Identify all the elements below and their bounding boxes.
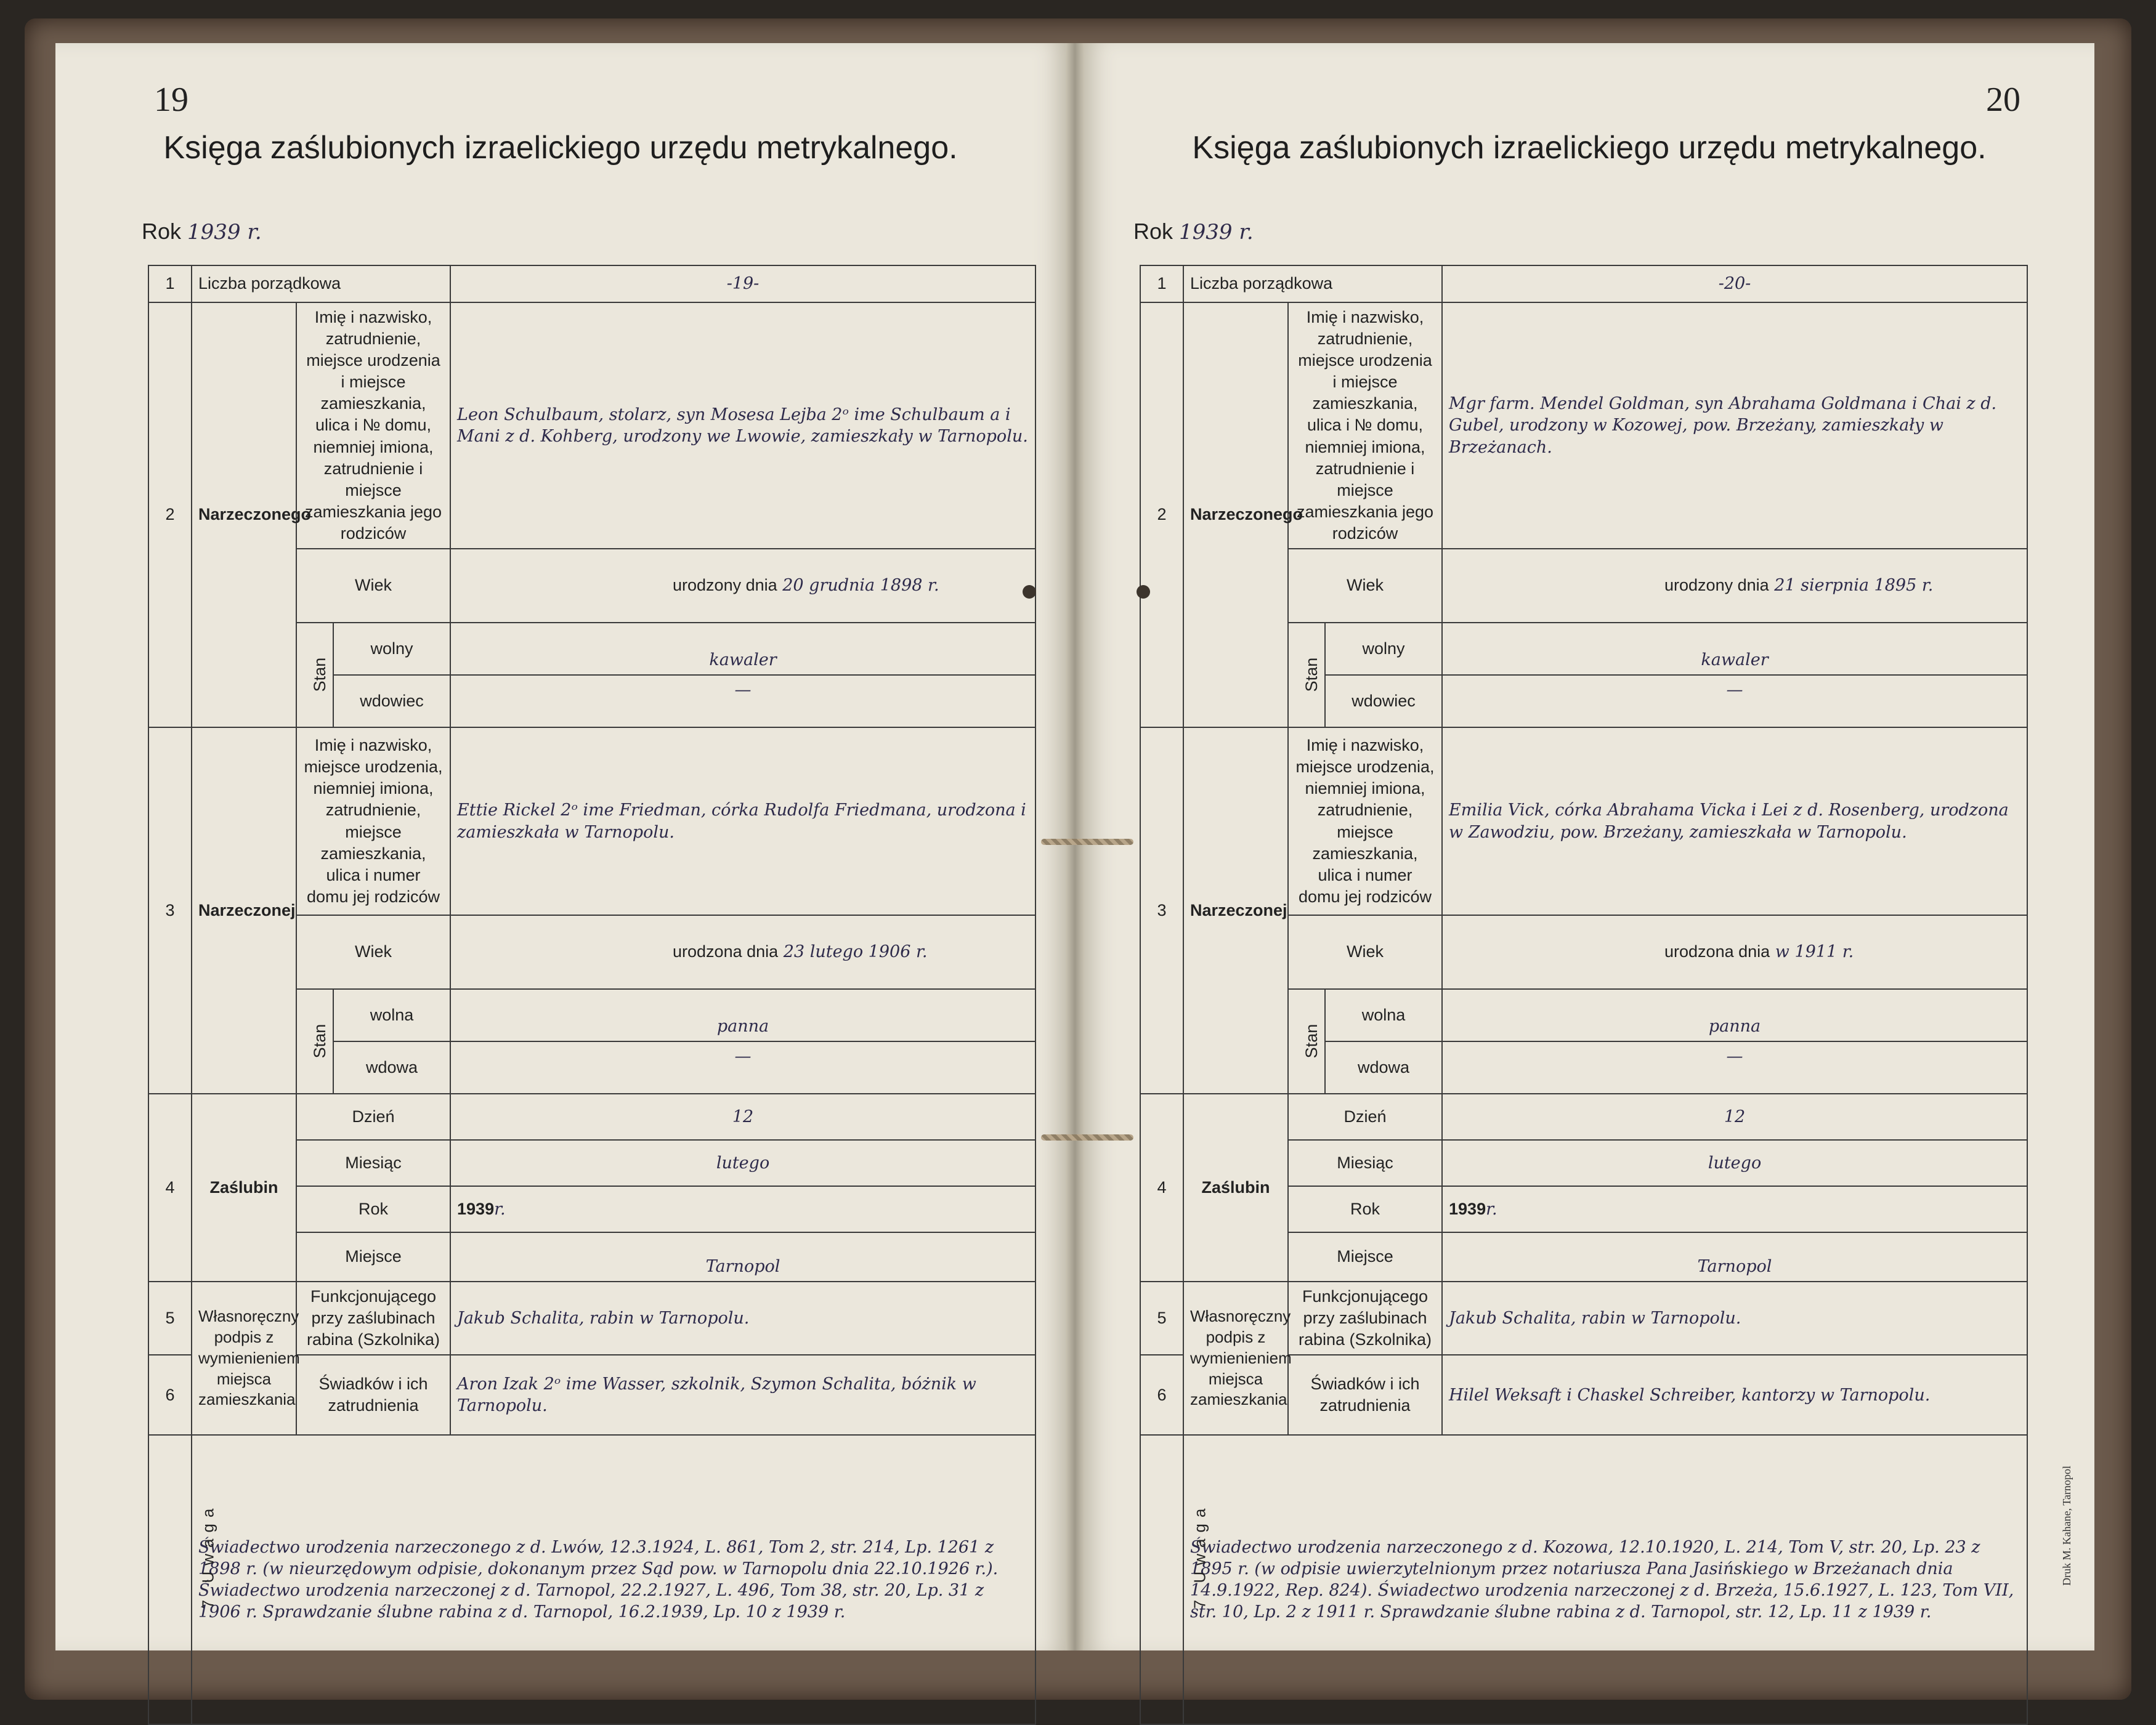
signature-section: Własnoręczny podpis z wymienieniem miejsca zamieszkania [192, 1282, 296, 1435]
stan-label: Stan [310, 658, 330, 692]
row-rabbi [148, 1282, 1035, 1355]
groom-age-prefix: urodzony dnia [1664, 576, 1769, 595]
witness-label: Świadków i ich zatrudnienia [296, 1355, 450, 1435]
wolny-value: kawaler [450, 623, 1035, 675]
groom-age-value: 20 grudnia 1898 r. [782, 576, 939, 596]
row-uwaga [148, 1435, 1035, 1724]
liczba-label: Liczba porządkowa [192, 265, 450, 302]
wdowiec-value: — [1442, 675, 2027, 727]
row-liczba [148, 265, 1035, 302]
bride-section: Narzeczonej [1183, 727, 1288, 1094]
binding-hole [1137, 585, 1150, 599]
row-number: 1 [148, 265, 192, 302]
month-value: lutego [450, 1140, 1035, 1186]
wdowa-label: wdowa [333, 1041, 450, 1094]
groom-age-label: Wiek [296, 549, 450, 623]
year-row-printed: 1939 [1449, 1199, 1486, 1218]
year-row-value: r. [494, 1199, 506, 1219]
right-page [1084, 43, 2094, 1650]
groom-name-value: Leon Schulbaum, stolarz, syn Mosesa Lejba 2ᵒ ime Schulbaum a i Mani z d. Kohberg, urodzony we Lwowie, zamieszkały w Tarnopolu. [450, 302, 1035, 549]
stan-label: Stan [1302, 1024, 1321, 1059]
day-value: 12 [450, 1094, 1035, 1140]
page-title: Księga zaślubionych izraelickiego urzędu metrykalnego. [1192, 130, 1987, 166]
year-row-label: Rok [296, 1186, 450, 1232]
marriage-section: Zaślubin [192, 1094, 296, 1282]
wdowa-value: — [450, 1041, 1035, 1094]
place-value: Tarnopol [1442, 1232, 2027, 1282]
bride-age-label: Wiek [296, 915, 450, 989]
book-gutter [1066, 43, 1084, 1650]
wolny-label: wolny [333, 623, 450, 675]
signature-section: Własnoręczny podpis z wymienieniem miejsca zamieszkania [1183, 1282, 1288, 1435]
row-number: 3 [148, 727, 192, 1094]
groom-age-prefix: urodzony dnia [673, 576, 777, 595]
bride-age-value: 23 lutego 1906 r. [783, 942, 928, 962]
binding-thread [1041, 1134, 1133, 1141]
wolna-value: panna [1442, 989, 2027, 1041]
bride-age-prefix: urodzona dnia [673, 942, 779, 961]
uwaga-value: Świadectwo urodzenia narzeczonego z d. Kozowa, 12.10.1920, L. 214, Tom V, str. 20, Lp. 23 z 1895 r. (w odpisie uwierzytelnionym przez notariusza Pana Jasińskiego w Brzeżanach dnia 14.9.1922, Rep. 824). Świadectwo urodzenia narzeczonej z d. Brzeża, 15.6.1927, L. 123, Tom VII, str. 10, Lp. 2 z 1911 r. Sprawdzanie ślubne rabina z d. Tarnopol, str. 12, Lp. 11 z 1939 r. [1183, 1435, 2027, 1724]
place-label: Miejsce [1288, 1232, 1442, 1282]
wdowa-label: wdowa [1325, 1041, 1442, 1094]
stan-label: Stan [310, 1024, 330, 1059]
groom-name-value: Mgr farm. Mendel Goldman, syn Abrahama Goldmana i Chai z d. Gubel, urodzony w Kozowej, pow. Brzeżany, zamieszkały w Brzeżanach. [1442, 302, 2027, 549]
day-label: Dzień [1288, 1094, 1442, 1140]
row-number: 4 [1140, 1094, 1183, 1282]
row-bride-name [1140, 727, 2027, 915]
bride-name-value: Emilia Vick, córka Abrahama Vicka i Lei z d. Rosenberg, urodzona w Zawodziu, pow. Brzeżany, zamieszkała w Tarnopolu. [1442, 727, 2027, 915]
page-number: 19 [154, 81, 188, 119]
row-number: 3 [1140, 727, 1183, 1094]
year-label: Rok [1133, 219, 1173, 244]
row-number: 2 [1140, 302, 1183, 727]
witness-label: Świadków i ich zatrudnienia [1288, 1355, 1442, 1435]
year-value: 1939 r. [187, 220, 262, 244]
row-rabbi [1140, 1282, 2027, 1355]
row-number: 1 [1140, 265, 1183, 302]
uwaga-label: 7 Uwaga [1190, 1502, 1209, 1609]
rabbi-value: Jakub Schalita, rabin w Tarnopolu. [450, 1282, 1035, 1355]
bride-name-value: Ettie Rickel 2ᵒ ime Friedman, córka Rudolfa Friedmana, urodzona i zamieszkała w Tarnopolu. [450, 727, 1035, 915]
bride-age-value: w 1911 r. [1775, 942, 1854, 962]
bride-name-label: Imię i nazwisko, miejsce urodzenia, niemniej imiona, zatrudnienie, miejsce zamieszkania, ulica i numer domu jej rodziców [296, 727, 450, 915]
wdowiec-label: wdowiec [333, 675, 450, 727]
row-uwaga [1140, 1435, 2027, 1724]
wolna-label: wolna [333, 989, 450, 1041]
groom-section: Narzeczonego [1183, 302, 1288, 727]
place-value: Tarnopol [450, 1232, 1035, 1282]
wolny-value: kawaler [1442, 623, 2027, 675]
printer-imprint: Druk M. Kahane, Tarnopol [2061, 1466, 2073, 1586]
wolna-value: panna [450, 989, 1035, 1041]
month-value: lutego [1442, 1140, 2027, 1186]
row-groom-name [1140, 302, 2027, 549]
liczba-label: Liczba porządkowa [1183, 265, 1442, 302]
register-table [148, 265, 1036, 1725]
row-liczba [1140, 265, 2027, 302]
rabbi-label: Funkcjonującego przy zaślubinach rabina (Szkolnika) [296, 1282, 450, 1355]
page-title: Księga zaślubionych izraelickiego urzędu metrykalnego. [163, 130, 958, 166]
stan-label: Stan [1302, 658, 1321, 692]
bride-age-label: Wiek [1288, 915, 1442, 989]
uwaga-label: 7 Uwaga [198, 1502, 217, 1609]
binding-thread [1041, 839, 1133, 845]
row-number: 5 [1140, 1282, 1183, 1355]
year-row-printed: 1939 [457, 1199, 495, 1218]
row-number: 4 [148, 1094, 192, 1282]
witness-value: Hilel Weksaft i Chaskel Schreiber, kantorzy w Tarnopolu. [1442, 1355, 2027, 1435]
liczba-value: -20- [1442, 265, 2027, 302]
register-table [1140, 265, 2028, 1725]
year-value: 1939 r. [1179, 220, 1254, 244]
groom-section: Narzeczonego [192, 302, 296, 727]
uwaga-value: Świadectwo urodzenia narzeczonego z d. Lwów, 12.3.1924, L. 861, Tom 2, str. 214, Lp. 1261 z 1898 r. (w nieurzędowym odpisie, dokonanym przez Sąd pow. w Tarnopolu dnia 22.10.1926 r.). Świadectwo urodzenia narzeczonej z d. Tarnopol, 22.2.1927, L. 496, Tom 38, str. 20, Lp. 31 z 1906 r. Sprawdzanie ślubne rabina z d. Tarnopol, 16.2.1939, Lp. 10 z 1939 r. [192, 1435, 1035, 1724]
row-day [1140, 1094, 2027, 1140]
left-page [55, 43, 1066, 1650]
row-day [148, 1094, 1035, 1140]
binding-hole [1023, 585, 1036, 599]
wolny-label: wolny [1325, 623, 1442, 675]
year-line [142, 219, 262, 244]
bride-age-prefix: urodzona dnia [1664, 942, 1770, 961]
groom-age-label: Wiek [1288, 549, 1442, 623]
year-label: Rok [142, 219, 182, 244]
row-number: 6 [148, 1355, 192, 1435]
year-row-value: r. [1486, 1199, 1497, 1219]
bride-section: Narzeczonej [192, 727, 296, 1094]
liczba-value: -19- [450, 265, 1035, 302]
year-row-label: Rok [1288, 1186, 1442, 1232]
day-value: 12 [1442, 1094, 2027, 1140]
rabbi-label: Funkcjonującego przy zaślubinach rabina (Szkolnika) [1288, 1282, 1442, 1355]
wolna-label: wolna [1325, 989, 1442, 1041]
wdowiec-value: — [450, 675, 1035, 727]
day-label: Dzień [296, 1094, 450, 1140]
month-label: Miesiąc [296, 1140, 450, 1186]
row-number: 5 [148, 1282, 192, 1355]
place-label: Miejsce [296, 1232, 450, 1282]
wdowa-value: — [1442, 1041, 2027, 1094]
row-number: 2 [148, 302, 192, 727]
marriage-section: Zaślubin [1183, 1094, 1288, 1282]
year-line [1133, 219, 1254, 244]
witness-value: Aron Izak 2ᵒ ime Wasser, szkolnik, Szymon Schalita, bóżnik w Tarnopolu. [450, 1355, 1035, 1435]
page-number: 20 [1986, 81, 2020, 119]
rabbi-value: Jakub Schalita, rabin w Tarnopolu. [1442, 1282, 2027, 1355]
groom-name-label: Imię i nazwisko, zatrudnienie, miejsce urodzenia i miejsce zamieszkania, ulica i № domu, niemniej imiona, zatrudnienie i miejsce zamieszkania jego rodziców [1288, 302, 1442, 549]
row-bride-name [148, 727, 1035, 915]
row-number: 6 [1140, 1355, 1183, 1435]
month-label: Miesiąc [1288, 1140, 1442, 1186]
row-groom-name [148, 302, 1035, 549]
groom-age-value: 21 sierpnia 1895 r. [1774, 576, 1934, 596]
bride-name-label: Imię i nazwisko, miejsce urodzenia, niemniej imiona, zatrudnienie, miejsce zamieszkania, ulica i numer domu jej rodziców [1288, 727, 1442, 915]
groom-name-label: Imię i nazwisko, zatrudnienie, miejsce urodzenia i miejsce zamieszkania, ulica i № domu, niemniej imiona, zatrudnienie i miejsce zamieszkania jego rodziców [296, 302, 450, 549]
wdowiec-label: wdowiec [1325, 675, 1442, 727]
